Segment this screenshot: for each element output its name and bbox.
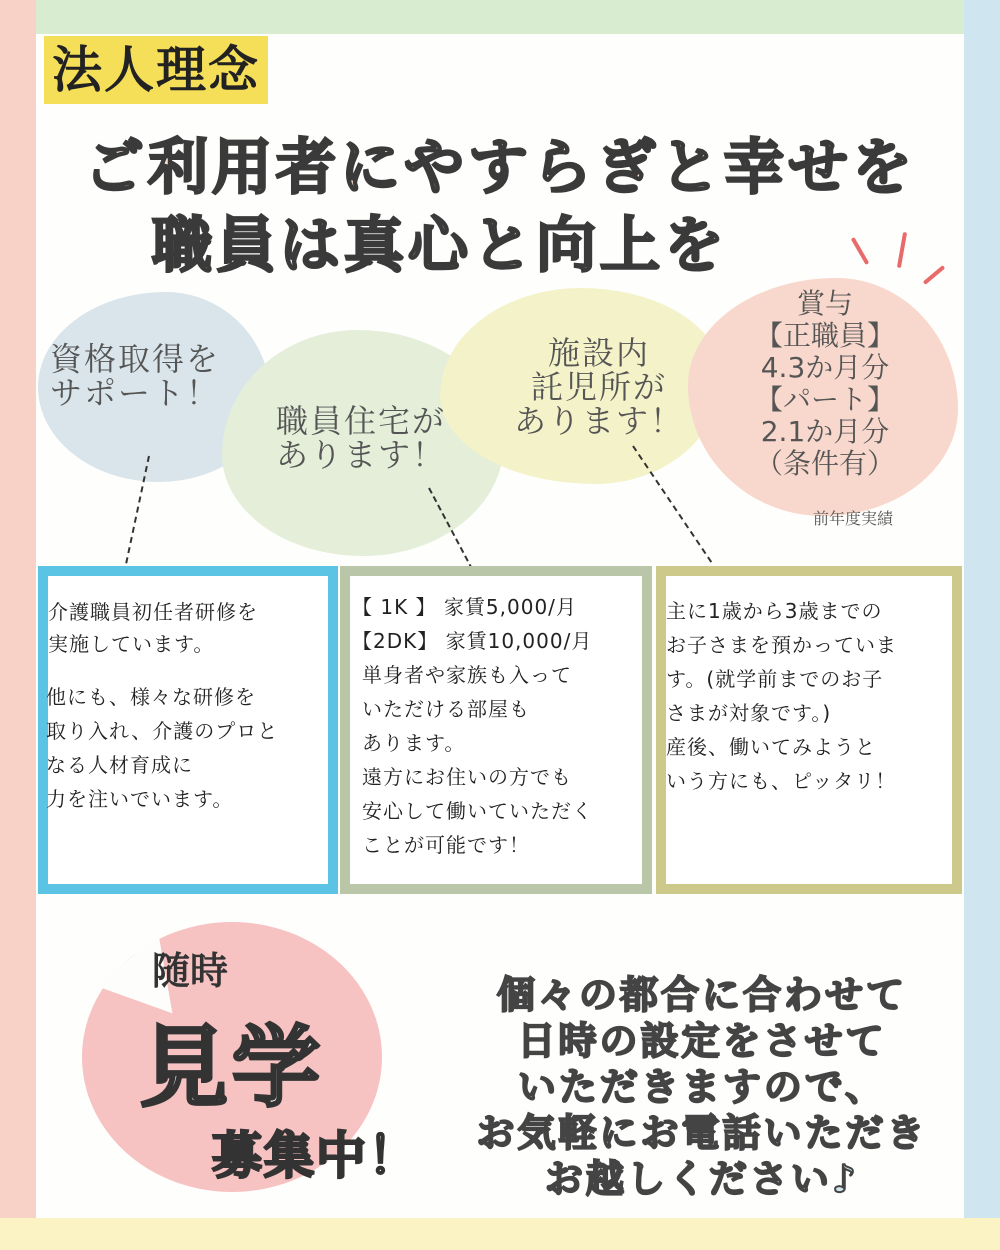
tour-recruiting-label: 募集中！ [212, 1127, 420, 1185]
bottom-border-strip [0, 1218, 1000, 1250]
bonus-fulltime-value: 4.3か月分 [760, 351, 890, 384]
bonus-parttime-value: 2.1か月分 [760, 415, 890, 448]
housing-details [352, 590, 648, 862]
closing-message: 個々の都合に合わせて 日時の設定をさせて いただきますので、 お気軽にお電話いただき お越しください♪ [476, 973, 928, 1201]
qualification-label: 資格取得を サポート！ [50, 340, 221, 412]
motto-line-2: 職員は真心と向上を [152, 211, 728, 281]
tour-anytime-label: 随時 [152, 949, 229, 993]
training-heading [48, 596, 330, 660]
bonus-fulltime-label: 【正職員】 [754, 319, 895, 352]
bonus-title: 賞与 [796, 287, 853, 320]
bonus-parttime-label: 【パート】 [754, 383, 895, 416]
motto-line-1: ご利用者にやすらぎと幸せを [84, 133, 916, 203]
bonus-condition: （条件有） [754, 447, 895, 480]
housing-label: 職員住宅が あります！ [275, 402, 446, 474]
top-border-strip [0, 0, 1000, 34]
bonus-info [700, 288, 950, 480]
housing-1k-rent: 【 1K 】 家賃5,000/月 [352, 595, 577, 619]
daycare-details: 主に1歳から3歳までの お子さまを預かっていま す。(就学前までのお子 さまが対象です。) 産後、働いてみようと いう方にも、ピッタリ！ [666, 599, 897, 793]
training-line-2: 実施しています。 [48, 632, 215, 656]
training-body: 他にも、様々な研修を 取り入れ、介護のプロと なる人材育成に 力を注いでいます。 [46, 685, 279, 811]
daycare-label: 施設内 託児所が あります！ [513, 334, 684, 440]
philosophy-tag: 法人理念 [44, 36, 268, 104]
training-line-1: 介護職員初任者研修を [48, 600, 258, 624]
bonus-note: 前年度実績 [812, 509, 893, 528]
tour-title: 見学 [140, 1016, 325, 1119]
housing-2dk-rent: 【2DK】 家賃10,000/月 [352, 629, 593, 653]
housing-body: 単身者や家族も入って いただける部屋も あります。 遠方にお住いの方でも 安心して働いていただく ことが可能です！ [362, 663, 593, 857]
